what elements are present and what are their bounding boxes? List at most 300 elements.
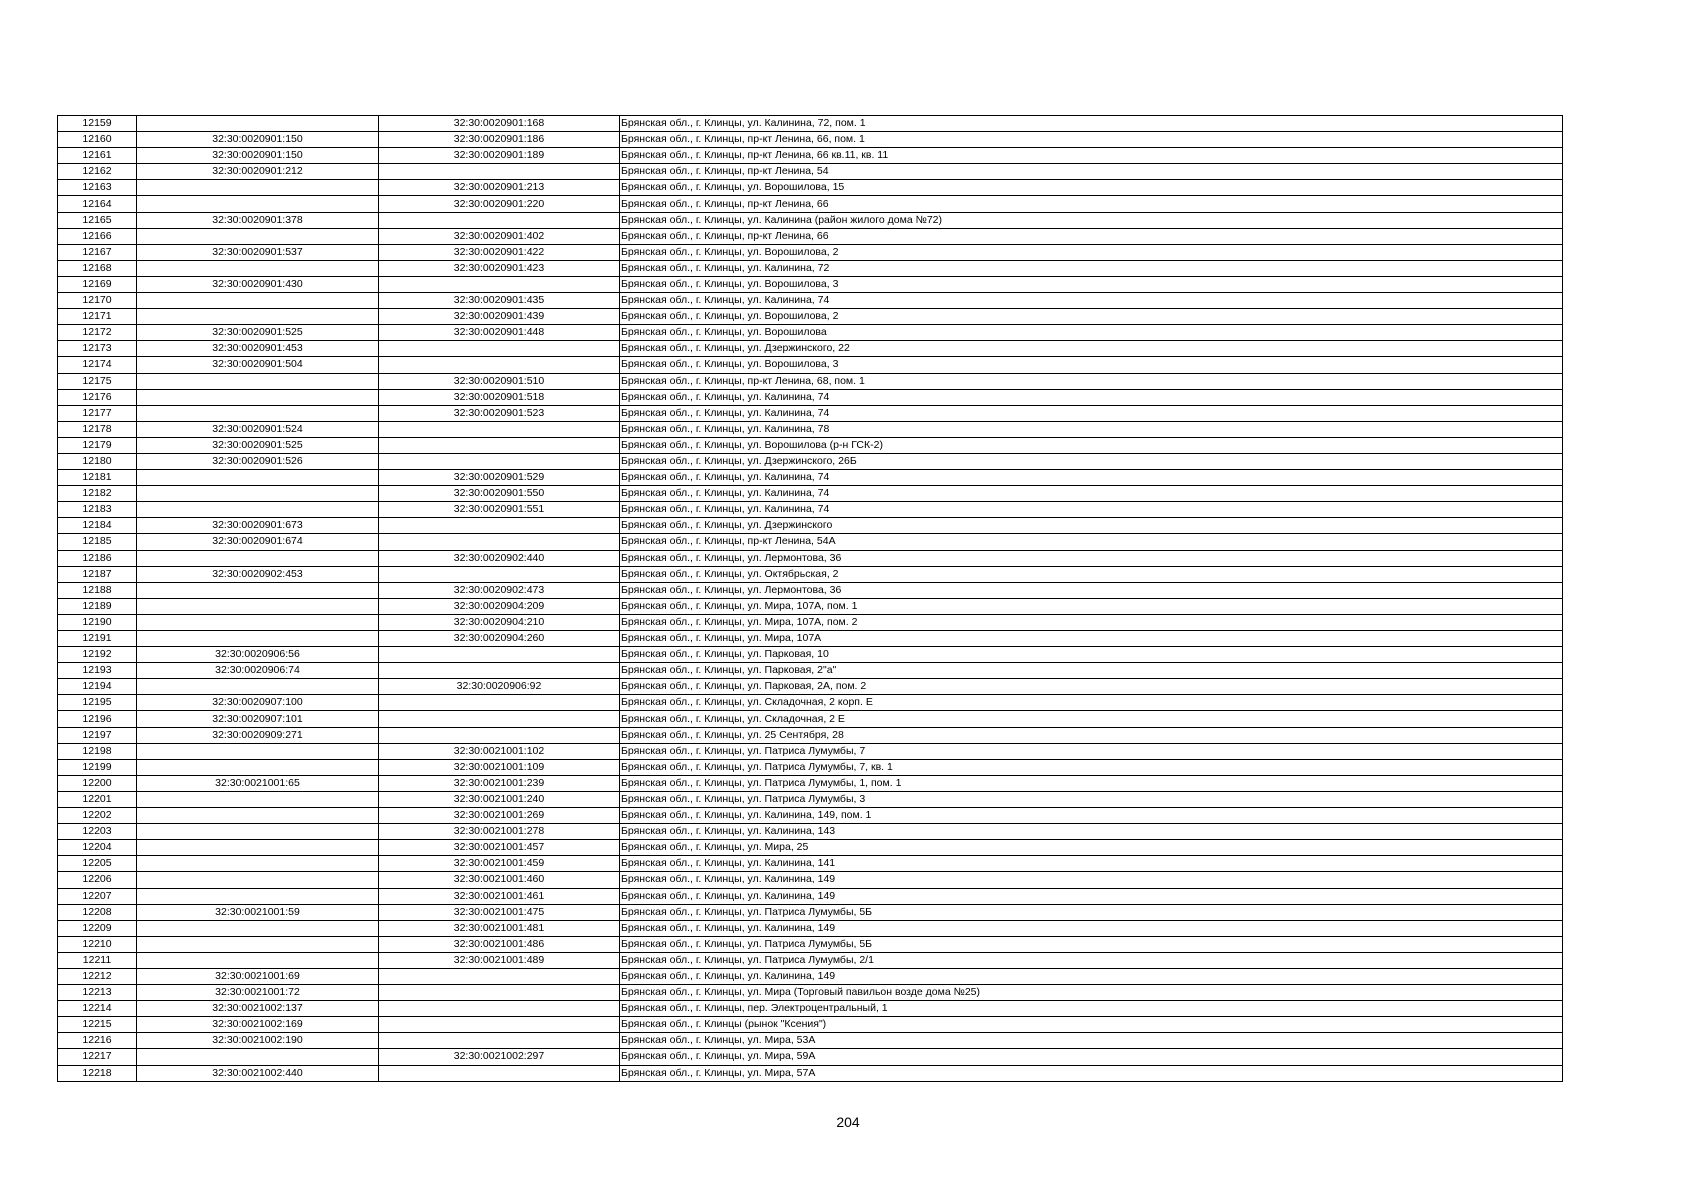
- parcel-number-cell: [137, 293, 379, 309]
- row-number-cell: 12165: [58, 212, 137, 228]
- object-number-cell: 32:30:0020901:510: [379, 373, 620, 389]
- table-row: [58, 598, 1563, 614]
- object-number-cell: 32:30:0021001:475: [379, 904, 620, 920]
- row-number-cell: 12199: [58, 759, 137, 775]
- address-cell: Брянская обл., г. Клинцы, ул. Мира (Торговый павильон возде дома №25): [620, 985, 1563, 1001]
- table-row: [58, 196, 1563, 212]
- row-number-cell: 12181: [58, 470, 137, 486]
- object-number-cell: 32:30:0020901:550: [379, 486, 620, 502]
- table-row: [58, 1065, 1563, 1081]
- address-cell: Брянская обл., г. Клинцы, ул. Патриса Лумумбы, 7: [620, 743, 1563, 759]
- parcel-number-cell: [137, 791, 379, 807]
- object-number-cell: 32:30:0020904:210: [379, 614, 620, 630]
- table-row: [58, 856, 1563, 872]
- object-number-cell: 32:30:0020901:435: [379, 293, 620, 309]
- address-cell: Брянская обл., г. Клинцы, ул. Калинина, 72: [620, 260, 1563, 276]
- table-row: [58, 453, 1563, 469]
- address-cell: Брянская обл., г. Клинцы, ул. Октябрьская, 2: [620, 566, 1563, 582]
- object-number-cell: 32:30:0021001:102: [379, 743, 620, 759]
- table-row: [58, 759, 1563, 775]
- parcel-number-cell: [137, 631, 379, 647]
- parcel-number-cell: [137, 582, 379, 598]
- table-row: [58, 679, 1563, 695]
- address-cell: Брянская обл., г. Клинцы, пр-кт Ленина, 66: [620, 196, 1563, 212]
- address-cell: Брянская обл., г. Клинцы, ул. Патриса Лумумбы, 7, кв. 1: [620, 759, 1563, 775]
- table-row: [58, 260, 1563, 276]
- parcel-number-cell: 32:30:0020901:673: [137, 518, 379, 534]
- address-cell: Брянская обл., г. Клинцы, ул. Лермонтова, 36: [620, 582, 1563, 598]
- table-row: [58, 389, 1563, 405]
- object-number-cell: 32:30:0020901:402: [379, 228, 620, 244]
- parcel-number-cell: [137, 856, 379, 872]
- table-row: [58, 791, 1563, 807]
- address-cell: Брянская обл., г. Клинцы, ул. Калинина, 149: [620, 888, 1563, 904]
- row-number-cell: 12206: [58, 872, 137, 888]
- parcel-number-cell: [137, 952, 379, 968]
- address-cell: Брянская обл., г. Клинцы, пр-кт Ленина, 54А: [620, 534, 1563, 550]
- address-cell: Брянская обл., г. Клинцы, ул. Калинина, 149: [620, 920, 1563, 936]
- object-number-cell: 32:30:0021001:109: [379, 759, 620, 775]
- address-cell: Брянская обл., г. Клинцы, ул. Патриса Лумумбы, 3: [620, 791, 1563, 807]
- page-number: 204: [836, 1114, 860, 1130]
- object-number-cell: [379, 647, 620, 663]
- row-number-cell: 12197: [58, 727, 137, 743]
- address-cell: Брянская обл., г. Клинцы, ул. Калинина, 72, пом. 1: [620, 116, 1563, 132]
- parcel-number-cell: 32:30:0021001:69: [137, 968, 379, 984]
- row-number-cell: 12182: [58, 486, 137, 502]
- address-cell: Брянская обл., г. Клинцы, ул. Складочная, 2 корп. Е: [620, 695, 1563, 711]
- table-row: [58, 550, 1563, 566]
- parcel-number-cell: [137, 936, 379, 952]
- table-row: [58, 1033, 1563, 1049]
- row-number-cell: 12160: [58, 132, 137, 148]
- parcel-number-cell: 32:30:0020906:74: [137, 663, 379, 679]
- row-number-cell: 12193: [58, 663, 137, 679]
- object-number-cell: 32:30:0020901:551: [379, 502, 620, 518]
- address-cell: Брянская обл., г. Клинцы, ул. Патриса Лумумбы, 5Б: [620, 936, 1563, 952]
- row-number-cell: 12187: [58, 566, 137, 582]
- parcel-number-cell: 32:30:0020907:101: [137, 711, 379, 727]
- parcel-number-cell: [137, 808, 379, 824]
- table-row: [58, 614, 1563, 630]
- address-cell: Брянская обл., г. Клинцы, ул. Калинина, 74: [620, 470, 1563, 486]
- address-cell: Брянская обл., г. Клинцы, ул. Патриса Лумумбы, 1, пом. 1: [620, 775, 1563, 791]
- row-number-cell: 12212: [58, 968, 137, 984]
- address-cell: Брянская обл., г. Клинцы, ул. Ворошилова, 2: [620, 309, 1563, 325]
- table-row: [58, 405, 1563, 421]
- table-row: [58, 952, 1563, 968]
- parcel-number-cell: 32:30:0020901:430: [137, 276, 379, 292]
- table-row: [58, 180, 1563, 196]
- row-number-cell: 12180: [58, 453, 137, 469]
- address-cell: Брянская обл., г. Клинцы, ул. Мира, 25: [620, 840, 1563, 856]
- parcel-number-cell: 32:30:0021002:137: [137, 1001, 379, 1017]
- object-number-cell: 32:30:0020902:473: [379, 582, 620, 598]
- table-row: [58, 228, 1563, 244]
- table-row: [58, 437, 1563, 453]
- address-cell: Брянская обл., г. Клинцы, ул. Мира, 107А, пом. 1: [620, 598, 1563, 614]
- object-number-cell: 32:30:0020901:423: [379, 260, 620, 276]
- address-cell: Брянская обл., г. Клинцы, ул. 25 Сентября, 28: [620, 727, 1563, 743]
- object-number-cell: 32:30:0021001:481: [379, 920, 620, 936]
- parcel-number-cell: 32:30:0020901:524: [137, 421, 379, 437]
- row-number-cell: 12218: [58, 1065, 137, 1081]
- parcel-number-cell: [137, 116, 379, 132]
- address-cell: Брянская обл., г. Клинцы, ул. Мира, 107А, пом. 2: [620, 614, 1563, 630]
- address-cell: Брянская обл., г. Клинцы, ул. Лермонтова, 36: [620, 550, 1563, 566]
- table-row: [58, 502, 1563, 518]
- parcel-number-cell: 32:30:0020909:271: [137, 727, 379, 743]
- row-number-cell: 12175: [58, 373, 137, 389]
- parcel-number-cell: 32:30:0020901:150: [137, 148, 379, 164]
- row-number-cell: 12190: [58, 614, 137, 630]
- address-cell: Брянская обл., г. Клинцы, ул. Ворошилова (р-н ГСК-2): [620, 437, 1563, 453]
- row-number-cell: 12162: [58, 164, 137, 180]
- object-number-cell: 32:30:0020904:209: [379, 598, 620, 614]
- address-cell: Брянская обл., г. Клинцы, ул. Калинина (район жилого дома №72): [620, 212, 1563, 228]
- parcel-number-cell: 32:30:0020901:150: [137, 132, 379, 148]
- address-cell: Брянская обл., г. Клинцы, ул. Мира, 57А: [620, 1065, 1563, 1081]
- parcel-number-cell: [137, 920, 379, 936]
- parcel-number-cell: 32:30:0021001:72: [137, 985, 379, 1001]
- object-number-cell: 32:30:0021001:457: [379, 840, 620, 856]
- row-number-cell: 12192: [58, 647, 137, 663]
- row-number-cell: 12215: [58, 1017, 137, 1033]
- parcel-number-cell: [137, 598, 379, 614]
- table-row: [58, 824, 1563, 840]
- row-number-cell: 12159: [58, 116, 137, 132]
- address-cell: Брянская обл., г. Клинцы, пр-кт Ленина, 66, пом. 1: [620, 132, 1563, 148]
- table-row: [58, 421, 1563, 437]
- cadastral-table: [57, 115, 1563, 1082]
- object-number-cell: 32:30:0020901:213: [379, 180, 620, 196]
- parcel-number-cell: [137, 888, 379, 904]
- table-row: [58, 486, 1563, 502]
- object-number-cell: 32:30:0020901:186: [379, 132, 620, 148]
- row-number-cell: 12207: [58, 888, 137, 904]
- parcel-number-cell: 32:30:0020901:453: [137, 341, 379, 357]
- row-number-cell: 12195: [58, 695, 137, 711]
- row-number-cell: 12171: [58, 309, 137, 325]
- table-row: [58, 518, 1563, 534]
- parcel-number-cell: 32:30:0021002:440: [137, 1065, 379, 1081]
- row-number-cell: 12202: [58, 808, 137, 824]
- parcel-number-cell: [137, 486, 379, 502]
- table-row: [58, 631, 1563, 647]
- object-number-cell: 32:30:0020901:168: [379, 116, 620, 132]
- parcel-number-cell: 32:30:0021001:59: [137, 904, 379, 920]
- object-number-cell: 32:30:0020902:440: [379, 550, 620, 566]
- table-row: [58, 373, 1563, 389]
- address-cell: Брянская обл., г. Клинцы, ул. Ворошилова, 3: [620, 276, 1563, 292]
- parcel-number-cell: 32:30:0020901:537: [137, 244, 379, 260]
- address-cell: Брянская обл., г. Клинцы, ул. Ворошилова, 3: [620, 357, 1563, 373]
- table-row: [58, 888, 1563, 904]
- row-number-cell: 12200: [58, 775, 137, 791]
- address-cell: Брянская обл., г. Клинцы, ул. Ворошилова, 2: [620, 244, 1563, 260]
- address-cell: Брянская обл., г. Клинцы, ул. Калинина, 74: [620, 405, 1563, 421]
- row-number-cell: 12163: [58, 180, 137, 196]
- parcel-number-cell: 32:30:0020902:453: [137, 566, 379, 582]
- row-number-cell: 12188: [58, 582, 137, 598]
- object-number-cell: [379, 727, 620, 743]
- row-number-cell: 12189: [58, 598, 137, 614]
- row-number-cell: 12196: [58, 711, 137, 727]
- row-number-cell: 12208: [58, 904, 137, 920]
- table-row: [58, 647, 1563, 663]
- table-row: [58, 293, 1563, 309]
- parcel-number-cell: [137, 405, 379, 421]
- object-number-cell: 32:30:0020901:448: [379, 325, 620, 341]
- address-cell: Брянская обл., г. Клинцы, ул. Парковая, 2"а": [620, 663, 1563, 679]
- object-number-cell: 32:30:0020901:518: [379, 389, 620, 405]
- parcel-number-cell: [137, 389, 379, 405]
- table-row: [58, 695, 1563, 711]
- parcel-number-cell: [137, 872, 379, 888]
- table-row: [58, 148, 1563, 164]
- object-number-cell: 32:30:0020901:189: [379, 148, 620, 164]
- object-number-cell: [379, 534, 620, 550]
- parcel-number-cell: [137, 743, 379, 759]
- address-cell: Брянская обл., г. Клинцы, ул. Дзержинского: [620, 518, 1563, 534]
- object-number-cell: [379, 1017, 620, 1033]
- row-number-cell: 12204: [58, 840, 137, 856]
- parcel-number-cell: 32:30:0020901:526: [137, 453, 379, 469]
- address-cell: Брянская обл., г. Клинцы, ул. Мира, 53А: [620, 1033, 1563, 1049]
- parcel-number-cell: [137, 228, 379, 244]
- table-row: [58, 325, 1563, 341]
- parcel-number-cell: [137, 759, 379, 775]
- address-cell: Брянская обл., г. Клинцы, ул. Калинина, 74: [620, 486, 1563, 502]
- table-row: [58, 309, 1563, 325]
- object-number-cell: 32:30:0020904:260: [379, 631, 620, 647]
- row-number-cell: 12164: [58, 196, 137, 212]
- object-number-cell: [379, 1065, 620, 1081]
- table-row: [58, 904, 1563, 920]
- parcel-number-cell: [137, 180, 379, 196]
- object-number-cell: [379, 968, 620, 984]
- object-number-cell: [379, 437, 620, 453]
- table-row: [58, 663, 1563, 679]
- table-row: [58, 936, 1563, 952]
- parcel-number-cell: [137, 260, 379, 276]
- table-row: [58, 985, 1563, 1001]
- parcel-number-cell: 32:30:0020901:504: [137, 357, 379, 373]
- parcel-number-cell: [137, 196, 379, 212]
- object-number-cell: [379, 164, 620, 180]
- table-row: [58, 727, 1563, 743]
- row-number-cell: 12209: [58, 920, 137, 936]
- object-number-cell: 32:30:0020906:92: [379, 679, 620, 695]
- row-number-cell: 12174: [58, 357, 137, 373]
- parcel-number-cell: 32:30:0021002:190: [137, 1033, 379, 1049]
- address-cell: Брянская обл., г. Клинцы, ул. Патриса Лумумбы, 2/1: [620, 952, 1563, 968]
- address-cell: Брянская обл., г. Клинцы, ул. Калинина, 74: [620, 293, 1563, 309]
- row-number-cell: 12176: [58, 389, 137, 405]
- parcel-number-cell: [137, 614, 379, 630]
- object-number-cell: 32:30:0021001:461: [379, 888, 620, 904]
- parcel-number-cell: 32:30:0021001:65: [137, 775, 379, 791]
- parcel-number-cell: [137, 309, 379, 325]
- cadastral-table-body: [58, 116, 1563, 1082]
- parcel-number-cell: [137, 824, 379, 840]
- table-row: [58, 1001, 1563, 1017]
- row-number-cell: 12198: [58, 743, 137, 759]
- address-cell: Брянская обл., г. Клинцы, ул. Парковая, 2А, пом. 2: [620, 679, 1563, 695]
- object-number-cell: [379, 276, 620, 292]
- address-cell: Брянская обл., г. Клинцы, ул. Калинина, 74: [620, 389, 1563, 405]
- parcel-number-cell: 32:30:0020907:100: [137, 695, 379, 711]
- row-number-cell: 12186: [58, 550, 137, 566]
- table-row: [58, 711, 1563, 727]
- object-number-cell: [379, 985, 620, 1001]
- row-number-cell: 12172: [58, 325, 137, 341]
- table-row: [58, 920, 1563, 936]
- address-cell: Брянская обл., г. Клинцы, ул. Калинина, 141: [620, 856, 1563, 872]
- object-number-cell: 32:30:0021001:239: [379, 775, 620, 791]
- address-cell: Брянская обл., г. Клинцы, ул. Калинина, 74: [620, 502, 1563, 518]
- object-number-cell: [379, 663, 620, 679]
- address-cell: Брянская обл., г. Клинцы, ул. Дзержинского, 22: [620, 341, 1563, 357]
- parcel-number-cell: [137, 373, 379, 389]
- table-row: [58, 872, 1563, 888]
- row-number-cell: 12194: [58, 679, 137, 695]
- row-number-cell: 12184: [58, 518, 137, 534]
- object-number-cell: [379, 421, 620, 437]
- object-number-cell: 32:30:0021001:240: [379, 791, 620, 807]
- row-number-cell: 12179: [58, 437, 137, 453]
- parcel-number-cell: 32:30:0020906:56: [137, 647, 379, 663]
- parcel-number-cell: [137, 679, 379, 695]
- parcel-number-cell: 32:30:0020901:525: [137, 437, 379, 453]
- row-number-cell: 12170: [58, 293, 137, 309]
- row-number-cell: 12178: [58, 421, 137, 437]
- parcel-number-cell: [137, 502, 379, 518]
- object-number-cell: [379, 711, 620, 727]
- table-row: [58, 534, 1563, 550]
- address-cell: Брянская обл., г. Клинцы, ул. Мира, 107А: [620, 631, 1563, 647]
- table-row: [58, 1049, 1563, 1065]
- row-number-cell: 12203: [58, 824, 137, 840]
- table-row: [58, 164, 1563, 180]
- row-number-cell: 12217: [58, 1049, 137, 1065]
- address-cell: Брянская обл., г. Клинцы, пр-кт Ленина, 54: [620, 164, 1563, 180]
- row-number-cell: 12177: [58, 405, 137, 421]
- object-number-cell: [379, 518, 620, 534]
- table-row: [58, 470, 1563, 486]
- parcel-number-cell: 32:30:0021002:169: [137, 1017, 379, 1033]
- address-cell: Брянская обл., г. Клинцы, ул. Калинина, 78: [620, 421, 1563, 437]
- object-number-cell: [379, 357, 620, 373]
- object-number-cell: 32:30:0020901:529: [379, 470, 620, 486]
- row-number-cell: 12167: [58, 244, 137, 260]
- table-row: [58, 244, 1563, 260]
- object-number-cell: 32:30:0021001:486: [379, 936, 620, 952]
- object-number-cell: 32:30:0021002:297: [379, 1049, 620, 1065]
- object-number-cell: [379, 212, 620, 228]
- address-cell: Брянская обл., г. Клинцы, ул. Дзержинского, 26Б: [620, 453, 1563, 469]
- row-number-cell: 12214: [58, 1001, 137, 1017]
- table-row: [58, 808, 1563, 824]
- object-number-cell: 32:30:0020901:220: [379, 196, 620, 212]
- parcel-number-cell: 32:30:0020901:674: [137, 534, 379, 550]
- row-number-cell: 12205: [58, 856, 137, 872]
- address-cell: Брянская обл., г. Клинцы, ул. Парковая, 10: [620, 647, 1563, 663]
- table-row: [58, 212, 1563, 228]
- address-cell: Брянская обл., г. Клинцы, ул. Калинина, 149, пом. 1: [620, 808, 1563, 824]
- row-number-cell: 12168: [58, 260, 137, 276]
- table-row: [58, 968, 1563, 984]
- object-number-cell: 32:30:0021001:278: [379, 824, 620, 840]
- parcel-number-cell: [137, 470, 379, 486]
- table-row: [58, 775, 1563, 791]
- object-number-cell: 32:30:0021001:460: [379, 872, 620, 888]
- parcel-number-cell: [137, 550, 379, 566]
- parcel-number-cell: 32:30:0020901:525: [137, 325, 379, 341]
- address-cell: Брянская обл., г. Клинцы, ул. Ворошилова: [620, 325, 1563, 341]
- table-row: [58, 276, 1563, 292]
- address-cell: Брянская обл., г. Клинцы, пр-кт Ленина, 66 кв.11, кв. 11: [620, 148, 1563, 164]
- object-number-cell: [379, 1001, 620, 1017]
- address-cell: Брянская обл., г. Клинцы, ул. Калинина, 149: [620, 968, 1563, 984]
- row-number-cell: 12185: [58, 534, 137, 550]
- address-cell: Брянская обл., г. Клинцы, ул. Мира, 59А: [620, 1049, 1563, 1065]
- row-number-cell: 12210: [58, 936, 137, 952]
- table-row: [58, 743, 1563, 759]
- object-number-cell: 32:30:0020901:422: [379, 244, 620, 260]
- row-number-cell: 12183: [58, 502, 137, 518]
- table-row: [58, 132, 1563, 148]
- object-number-cell: [379, 1033, 620, 1049]
- row-number-cell: 12201: [58, 791, 137, 807]
- address-cell: Брянская обл., г. Клинцы (рынок "Ксения"): [620, 1017, 1563, 1033]
- object-number-cell: 32:30:0021001:459: [379, 856, 620, 872]
- row-number-cell: 12216: [58, 1033, 137, 1049]
- address-cell: Брянская обл., г. Клинцы, пер. Электроцентральный, 1: [620, 1001, 1563, 1017]
- parcel-number-cell: 32:30:0020901:212: [137, 164, 379, 180]
- table-row: [58, 840, 1563, 856]
- address-cell: Брянская обл., г. Клинцы, ул. Калинина, 143: [620, 824, 1563, 840]
- table-row: [58, 116, 1563, 132]
- object-number-cell: [379, 695, 620, 711]
- object-number-cell: 32:30:0021001:269: [379, 808, 620, 824]
- row-number-cell: 12161: [58, 148, 137, 164]
- table-row: [58, 341, 1563, 357]
- address-cell: Брянская обл., г. Клинцы, ул. Калинина, 149: [620, 872, 1563, 888]
- row-number-cell: 12166: [58, 228, 137, 244]
- table-row: [58, 566, 1563, 582]
- address-cell: Брянская обл., г. Клинцы, ул. Ворошилова, 15: [620, 180, 1563, 196]
- address-cell: Брянская обл., г. Клинцы, ул. Складочная, 2 Е: [620, 711, 1563, 727]
- object-number-cell: 32:30:0020901:523: [379, 405, 620, 421]
- parcel-number-cell: 32:30:0020901:378: [137, 212, 379, 228]
- object-number-cell: 32:30:0020901:439: [379, 309, 620, 325]
- row-number-cell: 12173: [58, 341, 137, 357]
- parcel-number-cell: [137, 840, 379, 856]
- object-number-cell: [379, 341, 620, 357]
- object-number-cell: 32:30:0021001:489: [379, 952, 620, 968]
- object-number-cell: [379, 453, 620, 469]
- object-number-cell: [379, 566, 620, 582]
- address-cell: Брянская обл., г. Клинцы, пр-кт Ленина, 66: [620, 228, 1563, 244]
- table-row: [58, 357, 1563, 373]
- row-number-cell: 12213: [58, 985, 137, 1001]
- address-cell: Брянская обл., г. Клинцы, пр-кт Ленина, 68, пом. 1: [620, 373, 1563, 389]
- parcel-number-cell: [137, 1049, 379, 1065]
- row-number-cell: 12169: [58, 276, 137, 292]
- table-row: [58, 1017, 1563, 1033]
- address-cell: Брянская обл., г. Клинцы, ул. Патриса Лумумбы, 5Б: [620, 904, 1563, 920]
